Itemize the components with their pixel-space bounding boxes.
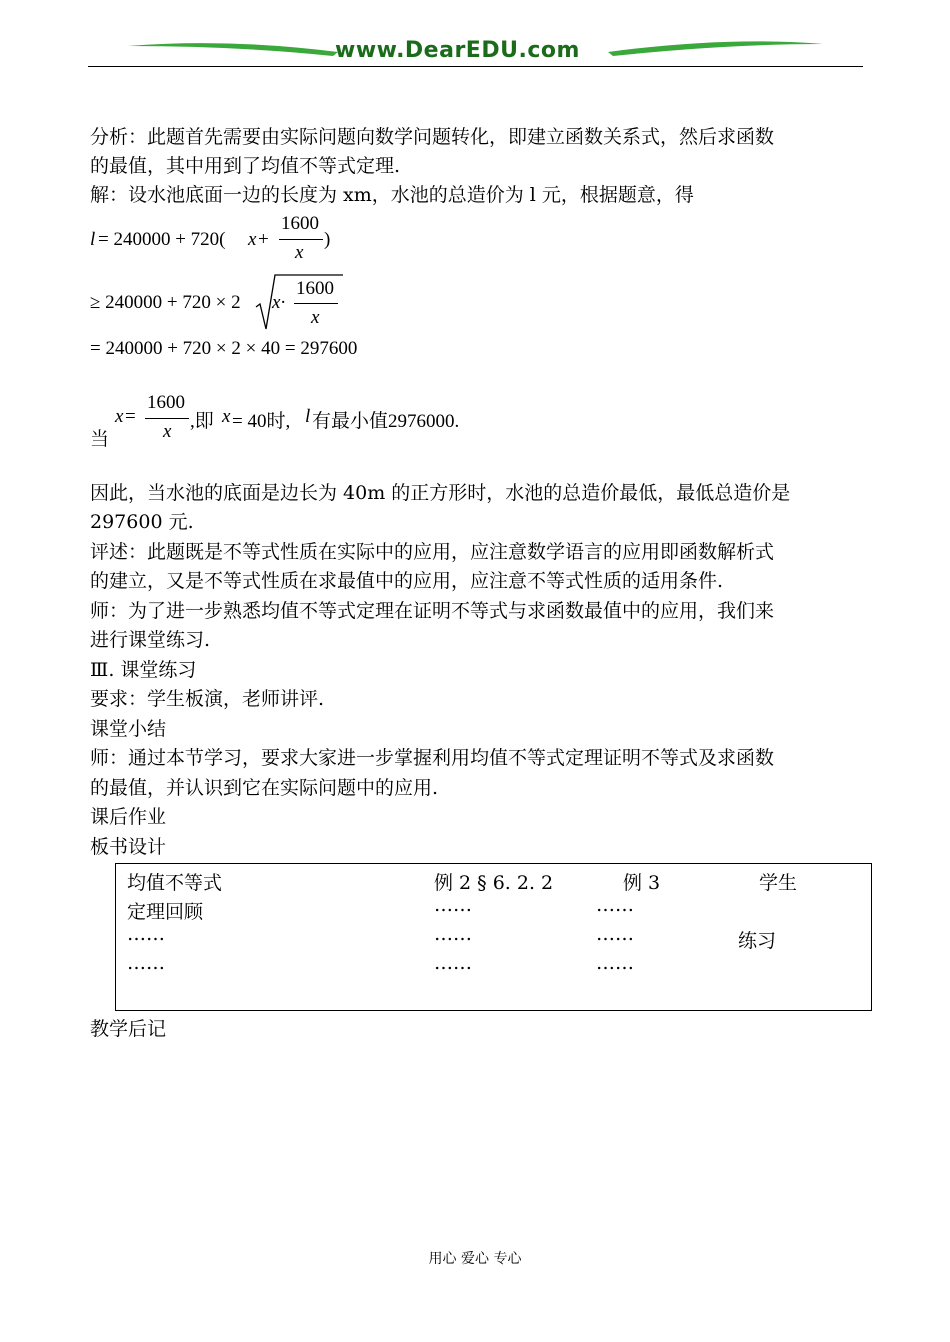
table-cell: …… — [596, 952, 634, 974]
conclusion-line-1: 因此，当水池的底面是边长为 40m 的正方形时，水池的总造价最低，最低总造价是 — [90, 482, 791, 504]
header-rule — [88, 66, 863, 67]
table-cell: 练习 — [738, 930, 777, 952]
table-cell: 均值不等式 — [127, 872, 223, 894]
comment-line-1: 评述：此题既是不等式性质在实际中的应用，应注意数学语言的应用即函数解析式 — [90, 541, 775, 563]
conclusion-line-2: 297600 元. — [90, 511, 194, 533]
table-cell: …… — [434, 894, 472, 916]
section-heading: Ⅲ. 课堂练习 — [90, 659, 197, 681]
summary-title: 课堂小结 — [90, 718, 167, 740]
table-cell: 学生 — [759, 872, 798, 894]
table-cell: 例 2 § 6. 2. 2 — [434, 872, 554, 894]
afterword-heading: 教学后记 — [90, 1018, 167, 1040]
equation-3: = 240000 + 720 × 2 × 40 = 297600 — [90, 338, 358, 359]
board-design-table — [115, 863, 872, 1011]
requirement-line: 要求：学生板演，老师讲评. — [90, 688, 325, 710]
site-logo[interactable]: www.DearEDU.com — [335, 38, 580, 63]
table-cell: 定理回顾 — [127, 901, 204, 923]
fraction-bar — [294, 303, 338, 304]
table-cell: …… — [596, 923, 634, 945]
analysis-line-2: 的最值，其中用到了均值不等式定理. — [90, 155, 401, 177]
table-cell: …… — [434, 952, 472, 974]
teacher-line-1: 师：为了进一步熟悉均值不等式定理在证明不等式与求函数最值中的应用，我们来 — [90, 600, 775, 622]
analysis-line-1: 分析：此题首先需要由实际问题向数学问题转化，即建立函数关系式，然后求函数 — [90, 126, 775, 148]
homework-heading: 课后作业 — [90, 806, 167, 828]
table-cell: …… — [127, 923, 165, 945]
fraction-bar — [279, 239, 323, 240]
summary-line-2: 的最值，并认识到它在实际问题中的应用. — [90, 777, 439, 799]
teacher-line-2: 进行课堂练习. — [90, 629, 211, 651]
board-design-heading: 板书设计 — [90, 836, 167, 858]
table-cell: …… — [127, 952, 165, 974]
page-footer: 用心 爱心 专心 — [428, 1251, 522, 1267]
table-cell: …… — [596, 894, 634, 916]
summary-line-1: 师：通过本节学习，要求大家进一步掌握利用均值不等式定理证明不等式及求函数 — [90, 747, 775, 769]
solution-line-1: 解：设水池底面一边的长度为 xm，水池的总造价为 l 元，根据题意，得 — [90, 184, 694, 206]
table-cell: …… — [434, 923, 472, 945]
comment-line-2: 的建立，又是不等式性质在求最值中的应用，应注意不等式性质的适用条件. — [90, 570, 724, 592]
fraction-bar — [145, 418, 189, 419]
table-cell: 例 3 — [623, 872, 661, 894]
